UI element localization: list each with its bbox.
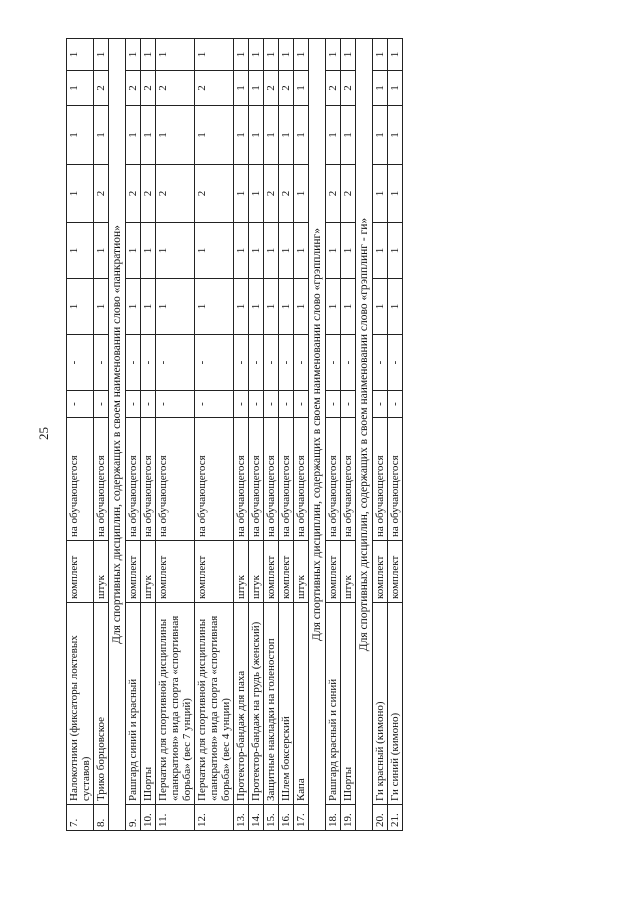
unit-of-measure: штук xyxy=(94,541,109,603)
quantity-cell: 1 xyxy=(249,279,264,335)
table-row xyxy=(264,39,279,831)
quantity-cell: - xyxy=(279,391,294,418)
quantity-cell: 1 xyxy=(234,279,249,335)
quantity-cell: 1 xyxy=(195,279,234,335)
item-name: Ги синий (кимоно) xyxy=(388,603,403,805)
item-name: Ги красный (кимоно) xyxy=(373,603,388,805)
row-number: 12. xyxy=(195,805,234,831)
quantity-cell: 1 xyxy=(156,106,195,165)
quantity-cell: - xyxy=(126,391,141,418)
section-heading-row xyxy=(356,39,373,831)
quantity-cell: 1 xyxy=(249,39,264,71)
row-number: 7. xyxy=(67,805,94,831)
quantity-cell: 1 xyxy=(141,223,156,279)
quantity-cell: 2 xyxy=(326,71,341,106)
quantity-cell: 1 xyxy=(94,279,109,335)
quantity-cell: - xyxy=(156,335,195,391)
quantity-cell: 1 xyxy=(279,106,294,165)
page-number: 25 xyxy=(36,427,51,440)
quantity-cell: 1 xyxy=(249,165,264,223)
quantity-cell: - xyxy=(141,391,156,418)
item-name: Перчатки для спортивной дисциплины «панкратион» вида спорта «спортивная борьба» (вес 4 унции) xyxy=(195,603,234,805)
quantity-cell: - xyxy=(279,335,294,391)
unit-of-measure: штук xyxy=(294,541,309,603)
quantity-cell: 2 xyxy=(341,71,356,106)
quantity-cell: 1 xyxy=(388,71,403,106)
quantity-cell: 1 xyxy=(294,165,309,223)
quantity-cell: - xyxy=(294,391,309,418)
table-row xyxy=(67,39,94,831)
quantity-cell: 1 xyxy=(326,223,341,279)
quantity-cell: 1 xyxy=(341,279,356,335)
calculation-basis: на обучающегося xyxy=(279,418,294,541)
calculation-basis: на обучающегося xyxy=(67,418,94,541)
quantity-cell: - xyxy=(388,335,403,391)
equipment-table xyxy=(66,38,403,831)
table-row xyxy=(249,39,264,831)
quantity-cell: 1 xyxy=(67,106,94,165)
quantity-cell: 1 xyxy=(373,279,388,335)
table-row xyxy=(373,39,388,831)
quantity-cell: 1 xyxy=(67,279,94,335)
item-name: Налокотники (фиксаторы локтевых суставов) xyxy=(67,603,94,805)
calculation-basis: на обучающегося xyxy=(195,418,234,541)
table-row xyxy=(388,39,403,831)
quantity-cell: 1 xyxy=(294,71,309,106)
quantity-cell: 1 xyxy=(141,39,156,71)
quantity-cell: 1 xyxy=(264,279,279,335)
quantity-cell: 1 xyxy=(234,165,249,223)
quantity-cell: - xyxy=(156,391,195,418)
unit-of-measure: комплект xyxy=(156,541,195,603)
quantity-cell: 2 xyxy=(156,165,195,223)
unit-of-measure: комплект xyxy=(195,541,234,603)
quantity-cell: 1 xyxy=(279,39,294,71)
row-number: 8. xyxy=(94,805,109,831)
quantity-cell: - xyxy=(326,335,341,391)
quantity-cell: - xyxy=(67,391,94,418)
rotated-table-container xyxy=(66,39,531,831)
quantity-cell: 2 xyxy=(195,71,234,106)
quantity-cell: - xyxy=(67,335,94,391)
calculation-basis: на обучающегося xyxy=(141,418,156,541)
quantity-cell: 1 xyxy=(126,39,141,71)
table-row xyxy=(279,39,294,831)
quantity-cell: 1 xyxy=(249,71,264,106)
quantity-cell: - xyxy=(94,391,109,418)
row-number: 19. xyxy=(341,805,356,831)
item-name: Протектор-бандаж на грудь (женский) xyxy=(249,603,264,805)
unit-of-measure: комплект xyxy=(373,541,388,603)
quantity-cell: 1 xyxy=(388,279,403,335)
quantity-cell: - xyxy=(94,335,109,391)
quantity-cell: 1 xyxy=(249,223,264,279)
calculation-basis: на обучающегося xyxy=(126,418,141,541)
quantity-cell: - xyxy=(141,335,156,391)
calculation-basis: на обучающегося xyxy=(234,418,249,541)
unit-of-measure: штук xyxy=(249,541,264,603)
table-row xyxy=(326,39,341,831)
quantity-cell: 1 xyxy=(264,39,279,71)
quantity-cell: 1 xyxy=(373,39,388,71)
quantity-cell: 1 xyxy=(141,106,156,165)
quantity-cell: 1 xyxy=(234,223,249,279)
quantity-cell: - xyxy=(373,335,388,391)
row-number: 21. xyxy=(388,805,403,831)
quantity-cell: 1 xyxy=(94,106,109,165)
item-name: Протектор-бандаж для паха xyxy=(234,603,249,805)
row-number: 17. xyxy=(294,805,309,831)
table-row xyxy=(195,39,234,831)
quantity-cell: 2 xyxy=(195,165,234,223)
quantity-cell: 1 xyxy=(126,106,141,165)
row-number: 11. xyxy=(156,805,195,831)
calculation-basis: на обучающегося xyxy=(294,418,309,541)
calculation-basis: на обучающегося xyxy=(94,418,109,541)
quantity-cell: - xyxy=(249,391,264,418)
quantity-cell: 1 xyxy=(67,71,94,106)
quantity-cell: 1 xyxy=(156,279,195,335)
calculation-basis: на обучающегося xyxy=(388,418,403,541)
quantity-cell: 1 xyxy=(279,223,294,279)
item-name: Капа xyxy=(294,603,309,805)
quantity-cell: 1 xyxy=(67,165,94,223)
quantity-cell: 1 xyxy=(94,39,109,71)
quantity-cell: 2 xyxy=(126,71,141,106)
unit-of-measure: комплект xyxy=(279,541,294,603)
quantity-cell: 1 xyxy=(373,165,388,223)
quantity-cell: 1 xyxy=(234,39,249,71)
calculation-basis: на обучающегося xyxy=(264,418,279,541)
quantity-cell: 1 xyxy=(195,106,234,165)
quantity-cell: - xyxy=(341,335,356,391)
unit-of-measure: комплект xyxy=(388,541,403,603)
quantity-cell: 2 xyxy=(94,165,109,223)
quantity-cell: 1 xyxy=(67,223,94,279)
table-body xyxy=(67,39,403,831)
section-heading-row xyxy=(109,39,126,831)
quantity-cell: 1 xyxy=(294,39,309,71)
unit-of-measure: комплект xyxy=(126,541,141,603)
quantity-cell: 1 xyxy=(279,279,294,335)
quantity-cell: - xyxy=(249,335,264,391)
table-row xyxy=(294,39,309,831)
quantity-cell: 1 xyxy=(156,39,195,71)
quantity-cell: 1 xyxy=(294,106,309,165)
quantity-cell: - xyxy=(341,391,356,418)
calculation-basis: на обучающегося xyxy=(156,418,195,541)
quantity-cell: 1 xyxy=(264,106,279,165)
section-heading: Для спортивных дисциплин, содержащих в своем наименовании слово «панкратион» xyxy=(109,39,126,831)
quantity-cell: 1 xyxy=(67,39,94,71)
table-row xyxy=(141,39,156,831)
quantity-cell: 2 xyxy=(156,71,195,106)
row-number: 14. xyxy=(249,805,264,831)
quantity-cell: 1 xyxy=(234,106,249,165)
quantity-cell: 1 xyxy=(141,279,156,335)
quantity-cell: 2 xyxy=(279,71,294,106)
quantity-cell: 1 xyxy=(326,279,341,335)
quantity-cell: 1 xyxy=(195,39,234,71)
quantity-cell: 2 xyxy=(326,165,341,223)
quantity-cell: 1 xyxy=(341,223,356,279)
quantity-cell: 1 xyxy=(373,106,388,165)
table-row xyxy=(126,39,141,831)
quantity-cell: 1 xyxy=(126,279,141,335)
item-name: Рашгард красный и синий xyxy=(326,603,341,805)
row-number: 10. xyxy=(141,805,156,831)
item-name: Трико борцовское xyxy=(94,603,109,805)
quantity-cell: - xyxy=(195,335,234,391)
table-row xyxy=(234,39,249,831)
quantity-cell: 1 xyxy=(249,106,264,165)
row-number: 15. xyxy=(264,805,279,831)
quantity-cell: 1 xyxy=(326,39,341,71)
calculation-basis: на обучающегося xyxy=(341,418,356,541)
quantity-cell: - xyxy=(234,335,249,391)
unit-of-measure: штук xyxy=(234,541,249,603)
table-row xyxy=(94,39,109,831)
quantity-cell: 2 xyxy=(94,71,109,106)
item-name: Шорты xyxy=(341,603,356,805)
quantity-cell: 1 xyxy=(94,223,109,279)
row-number: 16. xyxy=(279,805,294,831)
quantity-cell: - xyxy=(234,391,249,418)
row-number: 18. xyxy=(326,805,341,831)
quantity-cell: 2 xyxy=(141,71,156,106)
quantity-cell: 2 xyxy=(341,165,356,223)
calculation-basis: на обучающегося xyxy=(373,418,388,541)
quantity-cell: 2 xyxy=(279,165,294,223)
calculation-basis: на обучающегося xyxy=(249,418,264,541)
quantity-cell: 1 xyxy=(373,71,388,106)
section-heading: Для спортивных дисциплин, содержащих в своем наименовании слово «грэпплинг» xyxy=(309,39,326,831)
quantity-cell: 1 xyxy=(126,223,141,279)
unit-of-measure: штук xyxy=(341,541,356,603)
row-number: 9. xyxy=(126,805,141,831)
section-heading: Для спортивных дисциплин, содержащих в своем наименовании слово «грэпплинг - ги» xyxy=(356,39,373,831)
quantity-cell: 1 xyxy=(388,165,403,223)
quantity-cell: 1 xyxy=(294,279,309,335)
quantity-cell: 1 xyxy=(388,39,403,71)
unit-of-measure: комплект xyxy=(67,541,94,603)
quantity-cell: - xyxy=(373,391,388,418)
quantity-cell: 2 xyxy=(141,165,156,223)
row-number: 13. xyxy=(234,805,249,831)
item-name: Перчатки для спортивной дисциплины «панкратион» вида спорта «спортивная борьба» (вес 7 унций) xyxy=(156,603,195,805)
section-heading-row xyxy=(309,39,326,831)
table-row xyxy=(156,39,195,831)
quantity-cell: 1 xyxy=(388,223,403,279)
quantity-cell: - xyxy=(294,335,309,391)
quantity-cell: - xyxy=(326,391,341,418)
quantity-cell: 1 xyxy=(264,223,279,279)
item-name: Шорты xyxy=(141,603,156,805)
quantity-cell: 1 xyxy=(294,223,309,279)
quantity-cell: - xyxy=(195,391,234,418)
item-name: Рашгард синий и красный xyxy=(126,603,141,805)
quantity-cell: - xyxy=(126,335,141,391)
quantity-cell: 1 xyxy=(388,106,403,165)
quantity-cell: 1 xyxy=(341,39,356,71)
quantity-cell: 2 xyxy=(126,165,141,223)
item-name: Шлем боксерский xyxy=(279,603,294,805)
quantity-cell: 1 xyxy=(373,223,388,279)
quantity-cell: 1 xyxy=(234,71,249,106)
quantity-cell: 1 xyxy=(341,106,356,165)
calculation-basis: на обучающегося xyxy=(326,418,341,541)
quantity-cell: - xyxy=(388,391,403,418)
quantity-cell: 2 xyxy=(264,165,279,223)
unit-of-measure: штук xyxy=(141,541,156,603)
quantity-cell: 2 xyxy=(264,71,279,106)
item-name: Защитные накладки на голеностоп xyxy=(264,603,279,805)
quantity-cell: 1 xyxy=(156,223,195,279)
quantity-cell: - xyxy=(264,335,279,391)
quantity-cell: - xyxy=(264,391,279,418)
quantity-cell: 1 xyxy=(326,106,341,165)
row-number: 20. xyxy=(373,805,388,831)
unit-of-measure: комплект xyxy=(264,541,279,603)
quantity-cell: 1 xyxy=(195,223,234,279)
unit-of-measure: комплект xyxy=(326,541,341,603)
table-row xyxy=(341,39,356,831)
